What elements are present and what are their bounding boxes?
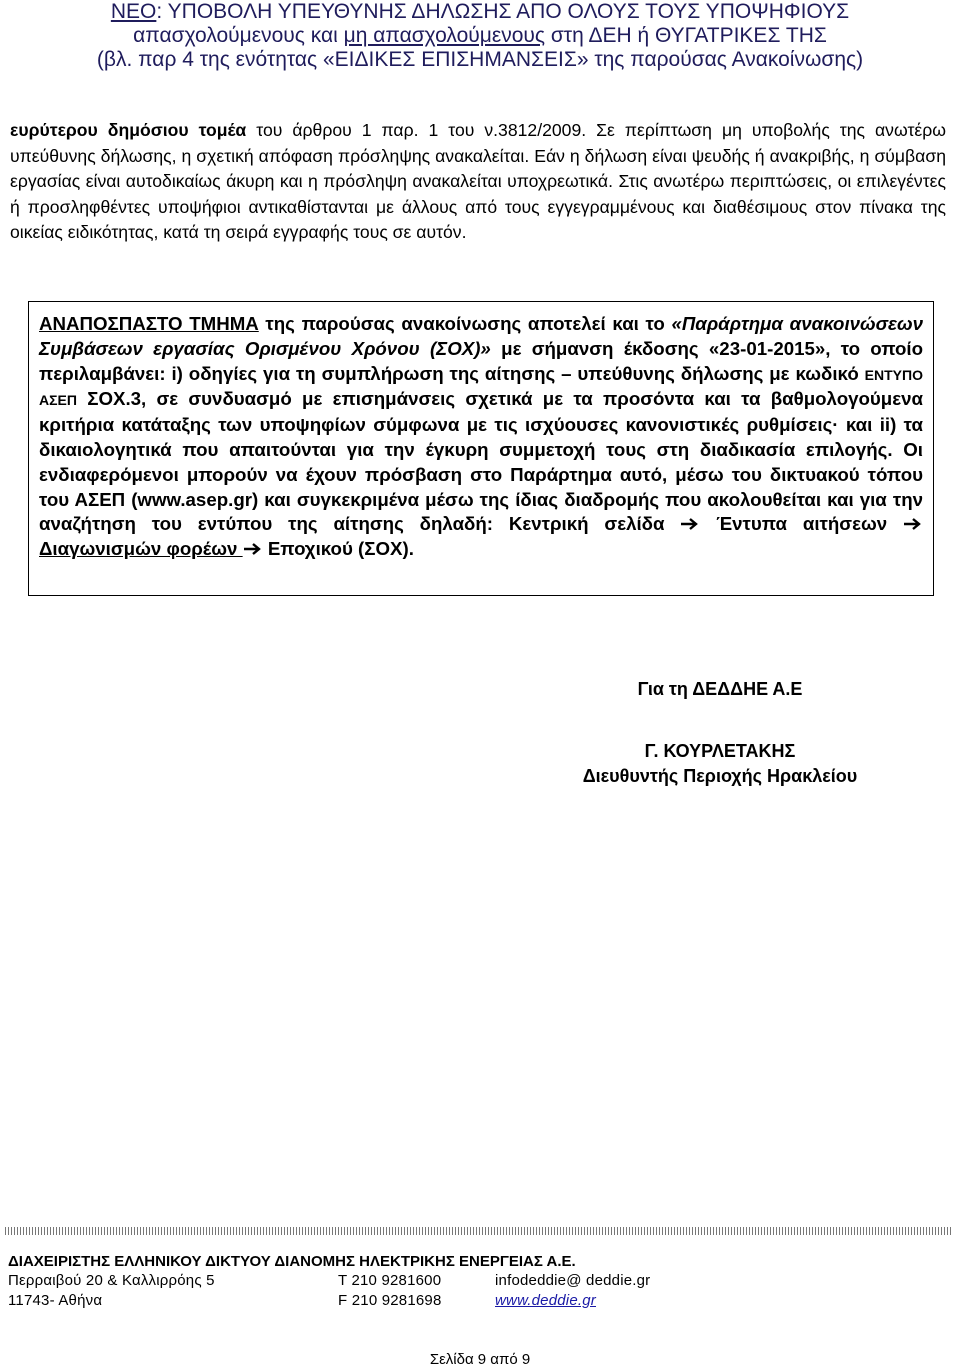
- signature-for-line: Για τη ΔΕΔΔΗΕ Α.Ε: [637, 679, 803, 699]
- box-path-3: Διαγωνισμών φορέων: [39, 538, 243, 560]
- box-form-code: ΕΝΤΥΠΟ ΑΣΕΠ: [39, 366, 923, 409]
- detachable-section-box: [28, 301, 934, 596]
- page-number: Σελίδα 9 από 9: [429, 1351, 531, 1368]
- footer-email[interactable]: infodeddie@ deddie.gr: [495, 1272, 651, 1289]
- box-underlined-title: ΑΝΑΠΟΣΠΑΣΤΟ ΤΜΗΜΑ: [39, 313, 259, 334]
- paragraph-text: του άρθρου 1 παρ. 1 του ν.3812/2009. Σε περίπτωση μη υποβολής της ανωτέρω υπεύθυνης δήλωσης, η σχετική απόφαση πρόσληψης ανακαλείται. Εάν η δήλωση είναι ψευδής ή ανακριβής, η σύμβαση εργασίας είναι αυτοδικαίως άκυρη και η πρόσληψη ανακαλείται υποχρεωτικά. Στις ανωτέρω περιπτώσεις, οι επιλεγέντες ή προσληφθέντες υποψήφιοι αντικαθίστανται με άλλους από τους εγγεγραμμένους και διαθέσιμους στον πίνακα της οικείας ειδικότητας, κατά τη σειρά εγγραφής τους σε αυτόν.: [10, 120, 946, 243]
- footer-phone: Τ 210 9281600: [338, 1272, 442, 1289]
- box-path-4: Εποχικού (ΣΟΧ).: [262, 538, 414, 560]
- box-text-a: της παρούσας ανακοίνωσης αποτελεί και το: [258, 313, 672, 334]
- footer-address: Περραιβού 20 & Καλλιρρόης 5: [8, 1272, 215, 1289]
- header-line-2: [0, 24, 960, 48]
- box-italic-title: «Παράρτημα ανακοινώσεων Συμβάσεων εργασίας Ορισμένου Χρόνου (ΣΟΧ)»: [39, 313, 923, 359]
- header-line-2-underlined: μη απασχολούμενους: [343, 24, 546, 47]
- footer-fax: F 210 9281698: [338, 1292, 442, 1309]
- paragraph-bold-start: ευρύτερου δημόσιου τομέα: [10, 120, 247, 140]
- header-line-2-a: απασχολούμενους και: [133, 24, 344, 47]
- footer-city: 11743- Αθήνα: [8, 1292, 103, 1309]
- signatory-name: Γ. ΚΟΥΡΛΕΤΑΚΗΣ: [644, 741, 796, 761]
- right-arrow-icon: [680, 517, 700, 531]
- header-line-2-c: στη ΔΕΗ ή ΘΥΓΑΤΡΙΚΕΣ ΤΗΣ: [545, 24, 827, 47]
- footer-contact-row-1: [0, 1272, 960, 1292]
- box-path-2: Έντυπα αιτήσεων: [700, 513, 903, 535]
- header-line-3: (βλ. παρ 4 της ενότητας «ΕΙΔΙΚΕΣ ΕΠΙΣΗΜΑΝΣΕΙΣ» της παρούσας Ανακοίνωσης): [96, 48, 864, 71]
- footer-website-link[interactable]: www.deddie.gr: [495, 1292, 596, 1309]
- signatory-title: Διευθυντής Περιοχής Ηρακλείου: [582, 766, 858, 786]
- footer-divider: [5, 1227, 952, 1235]
- footer-contact-row-2: [0, 1292, 960, 1312]
- header-line-1: [0, 0, 960, 24]
- document-header: [0, 0, 960, 72]
- box-text-b: με σήμανση έκδοσης «23-01-2015», το οποίο περιλαμβάνει: i) οδηγίες για τη συμπλήρωση της αίτησης – υπεύθυνης δήλωσης με κωδικό: [39, 337, 924, 384]
- box-text-c: ΣΟΧ.3, σε συνδυασμό με επισημάνσεις σχετικά με τα προσόντα και τα βαθμολογούμενα κριτήρια κατάταξης των υποψηφίων σύμφωνα με τις ισχύουσες κανονιστικές ρυθμίσεις· και ii) τα δικαιολογητικά που απαιτούνται για την έγκυρη συμμετοχή τους στη διαδικασία επιλογής. Οι ενδιαφερόμενοι μπορούν να έχουν πρόσβαση στο Παράρτημα αυτό, μέσω του δικτυακού τόπου του ΑΣΕΠ (www.asep.gr) και συγκεκριμένα μέσω της ίδιας διαδρομής που ακολουθείται και για την αναζήτηση του εντύπου της αίτησης δηλαδή: Κεντρική σελίδα: [39, 388, 923, 535]
- footer-organization: ΔΙΑΧΕΙΡΙΣΤΗΣ ΕΛΛΗΝΙΚΟΥ ΔΙΚΤΥΟΥ ΔΙΑΝΟΜΗΣ ΗΛΕΚΤΡΙΚΗΣ ΕΝΕΡΓΕΙΑΣ Α.Ε.: [8, 1253, 576, 1270]
- right-arrow-icon: [243, 542, 263, 556]
- header-new-label: ΝΕΟ: [110, 0, 157, 23]
- header-line-1-text: : ΥΠΟΒΟΛΗ ΥΠΕΥΘΥΝΗΣ ΔΗΛΩΣΗΣ ΑΠΟ ΟΛΟΥΣ ΤΟΥΣ ΥΠΟΨΗΦΙΟΥΣ: [156, 0, 850, 23]
- right-arrow-icon: [903, 517, 923, 531]
- body-paragraph: [10, 118, 946, 246]
